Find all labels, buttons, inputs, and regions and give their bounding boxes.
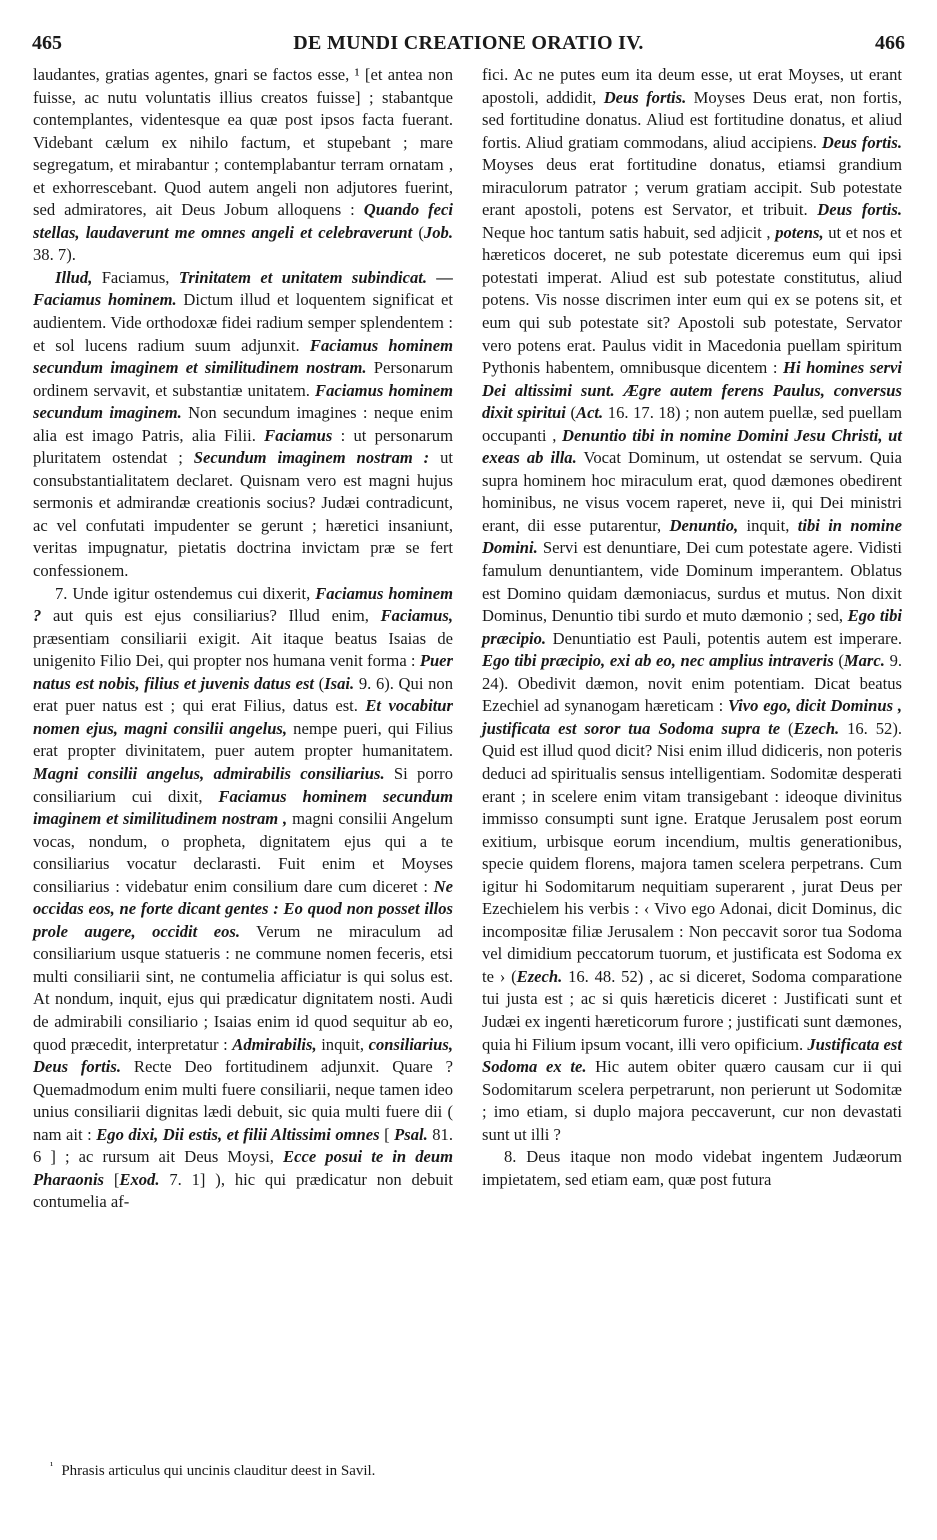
italic-run: Faciamus hominem ? bbox=[33, 583, 453, 626]
text-run: 7. Unde igitur ostendemus cui dixerit, bbox=[55, 583, 316, 603]
italic-run: Faciamus hominem secundum imaginem et similitudinem nostram. bbox=[33, 335, 453, 378]
italic-run: Faciamus bbox=[264, 425, 333, 445]
text-run: Moyses Deus erat, non fortis, sed fortitudine donatus. Aliud est fortitudine donatus, et aliud fortis. Aliud gratiam commodans, aliud accipiens. bbox=[482, 87, 902, 152]
text-run: ( bbox=[565, 403, 576, 423]
text-run: ( bbox=[412, 222, 424, 242]
italic-run: Marc. bbox=[843, 651, 885, 671]
italic-run: Secundum imaginem nostram : bbox=[193, 448, 430, 468]
italic-run: consiliarius, Deus fortis. bbox=[33, 1034, 454, 1077]
italic-run: Faciamus hominem secundum imaginem. bbox=[33, 380, 453, 423]
text-run: Personarum ordinem servavit, et substantiæ unitatem. bbox=[33, 358, 453, 400]
text-run: Hic autem obiter quæro causam cur ii qui Sodomitarum scelera perpetrarunt, non perierunt ut Sodomitæ ; imo etiam, si duplo majora peccaverunt, cur non devastati sunt ut illi ? bbox=[482, 1057, 903, 1144]
italic-run: Ego dixi, Dii estis, et filii Altissimi omnes bbox=[96, 1124, 380, 1144]
italic-run: Denuntio, bbox=[669, 515, 739, 535]
text-run: magni consilii Angelum vocas, nondum, o propheta, dignitatem ejus qui a te consiliarius vocatur declarasti. Fuit enim et Moyses consiliarius : videbatur enim consilium dare cum diceret : bbox=[33, 809, 454, 896]
footnote-divider bbox=[33, 1416, 453, 1417]
text-run: Denuntiatio est Pauli, potentis autem est imperare. bbox=[546, 628, 902, 648]
paragraph bbox=[482, 1146, 902, 1191]
footnote bbox=[50, 1457, 450, 1481]
italic-run: Faciamus hominem secundum imaginem et similitudinem nostram , bbox=[33, 786, 453, 829]
text-run: ut et nos et hæreticos doceret, ne sub potestate diceremus eum qui ipsi potestati imperat. Aliud est sub potestate constitutus, aliud potens. Vis nosse discrimen inter eum qui ex se potens sit, et eum qui sub potestate sit? Apostoli sub potestate, Servator vero potens erat. Paulus vidit in Macedonia puellam spiritum Pythonis habentem, omnibusque dicentem : bbox=[482, 222, 902, 378]
italic-run: Deus fortis. bbox=[603, 87, 687, 107]
text-run: 9. 24). Obedivit dæmon, novit enim potentiam. Dicat beatus Ezechiel ad synanogam hæreticam : bbox=[482, 651, 903, 716]
italic-run: Denuntio tibi in nomine Domini Jesu Christi, ut exeas ab illa. bbox=[482, 425, 902, 468]
paragraph bbox=[33, 583, 453, 1214]
italic-run: tibi in nomine Domini. bbox=[482, 515, 903, 558]
running-title: DE MUNDI CREATIONE ORATIO IV. bbox=[293, 32, 644, 54]
text-run: 8. Deus itaque non modo videbat ingentem Judæorum impietatem, sed etiam eam, quæ post futura bbox=[482, 1147, 902, 1189]
italic-run: Quando feci stellas, laudaverunt me omnes angeli et celebraverunt bbox=[33, 200, 453, 242]
text-run: ( bbox=[314, 673, 325, 693]
italic-run: potens, bbox=[775, 222, 824, 242]
italic-run: Ego tibi præcipio, exi ab eo, nec amplius intraveris bbox=[482, 651, 834, 671]
italic-run: Isai. bbox=[324, 673, 355, 693]
text-run: inquit, bbox=[738, 515, 798, 535]
italic-run: Puer natus est nobis, filius et juvenis datus est bbox=[33, 651, 453, 693]
right-column bbox=[482, 64, 902, 1191]
italic-run: Ecce posui te in deum Pharaonis bbox=[33, 1147, 453, 1189]
footnote-mark: ¹ bbox=[50, 1460, 54, 1472]
page-header bbox=[30, 32, 907, 60]
text-run: aut quis est ejus consiliarius? Illud enim, bbox=[41, 606, 381, 626]
text-run: 16. 48. 52) , ac si diceret, Sodoma comparatione tui justa est ; ac si quis hæreticis diceret : Justificati sunt et Judæi ex ingenti hæreticorum furore ; justificati sunt dæmones, quia hi Filium ipsum vocant, illi vero opificium. bbox=[482, 966, 903, 1054]
text-run: nempe pueri, qui Filius erat propter divinitatem, puer autem propter humanitatem. bbox=[33, 718, 453, 761]
italic-run: Ezech. bbox=[516, 966, 563, 986]
text-run: fici. Ac ne putes eum ita deum esse, ut erat Moyses, ut erant apostoli, addidit, bbox=[482, 65, 902, 107]
text-run: 16. 52). Quid est illud quod dicit? Nisi enim illud didiceris, non poteris deduci ad spiritualis sensus intelligentiam. Sodomitæ desperati erant ; in scelere enim vitam transigebant : ideoque divinitus immisso consumpti sunt igne. Eratque Jerusalem post eorum exitium, urbisque eorum incendium, multis generationibus, specie quidem florens, majora tamen scelera perpetrans. Cum igitur hi Sodomitarum nequitiam superarent , jurat Deus per Ezechielem his verbis : ‹ Vivo ego Adonai, dicit Dominus, dic incompositæ filiæ Jerusalem : Non peccavit soror tua Sodoma vel dimidium peccatorum tuorum, et justificata est Sodoma ex te › ( bbox=[482, 718, 902, 986]
text-run: Dictum illud et loquentem significat et audientem. Vide orthodoxæ fidei radium semper splendentem : et sol lucens radium suum adjunxit. bbox=[33, 290, 453, 355]
page-number-left: 465 bbox=[32, 32, 62, 54]
italic-run: Justificata est Sodoma ex te. bbox=[482, 1034, 902, 1077]
italic-run: Vivo ego, dicit Dominus , justificata est soror tua Sodoma supra te bbox=[482, 696, 902, 738]
text-run: [ bbox=[104, 1169, 120, 1189]
text-run: Moyses deus erat fortitudine donatus, etiamsi grandium miraculorum patrator ; verum gratiam accipit. Sub potestate erant apostoli, potens est Servator, et tribuit. bbox=[482, 155, 902, 220]
text-run: 38. 7). bbox=[33, 245, 76, 265]
text-run: 81. 6 ] ; ac rursum ait Deus Moysi, bbox=[33, 1124, 453, 1167]
text-run: Si porro consiliarium cui dixit, bbox=[33, 763, 453, 806]
footnote-text: Phrasis articulus qui uncinis clauditur deest in Savil. bbox=[61, 1463, 376, 1479]
text-run: : ut personarum pluritatem ostendat ; bbox=[33, 425, 453, 468]
text-run: Servi est denuntiare, Dei cum potestate agere. Vidisti famulum denuntiantem, vide Dominum imperantem. Oblatus est Domino quidam dæmoniacus, surdus et mutus. Non dixit Dominus, Denuntio tibi surdo et muto dæmonio ; sed, bbox=[482, 538, 902, 626]
italic-run: Et vocabitur nomen ejus, magni consilii angelus, bbox=[33, 696, 453, 738]
italic-run: Ego tibi præcipio. bbox=[482, 606, 902, 648]
italic-run: Ne occidas eos, ne forte dicant gentes : Eo quod non posset illos prole augere, occidit eos. bbox=[33, 876, 453, 941]
italic-run: Job. bbox=[423, 222, 453, 242]
paragraph bbox=[33, 267, 453, 583]
italic-run: Deus fortis. bbox=[821, 132, 902, 152]
page-number-right: 466 bbox=[875, 32, 905, 54]
left-column bbox=[33, 64, 453, 1214]
text-run: inquit, bbox=[316, 1034, 369, 1054]
text-run: 9. 6). Qui non erat puer natus est ; qui erat Filius, datus est. bbox=[33, 673, 453, 716]
text-run: præsentiam consiliarii exigit. Ait itaque beatus Isaias de unigenito Filio Dei, qui propter nos humana venit forma : bbox=[33, 628, 453, 671]
text-run: Neque hoc tantum satis habuit, sed adjicit , bbox=[482, 222, 776, 242]
paragraph bbox=[33, 64, 453, 267]
italic-run: Admirabilis, bbox=[232, 1034, 317, 1054]
text-run: [ bbox=[379, 1124, 395, 1144]
text-run: Faciamus, bbox=[92, 267, 179, 287]
text-run: Non secundum imagines : neque enim alia est imago Patris, alia Filii. bbox=[33, 403, 453, 445]
italic-run: Trinitatem et unitatem subindicat. — Faciamus hominem. bbox=[33, 267, 454, 310]
paragraph bbox=[482, 64, 902, 1146]
italic-run: Ezech. bbox=[793, 718, 840, 738]
text-run: ut consubstantialitatem declaret. Quisnam vero est magni hujus sermonis et admirandæ creationis socius? Judæi contradicunt, ac vel confutati impudenter se gerunt ; hæretici insaniunt, veritas impugnatur, pietatis doctrina invictam præ se fert confessionem. bbox=[33, 448, 453, 581]
italic-run: Exod. bbox=[119, 1169, 160, 1189]
text-run: Recte Deo fortitudinem adjunxit. Quare ? Quemadmodum enim multi fuere consiliarii, neque tamen ideo unius consiliarii dignitas lædi debuit, sic quia multi fuere dii ( nam ait : bbox=[33, 1057, 453, 1144]
italic-run: Act. bbox=[576, 403, 604, 423]
text-run: 16. 17. 18) ; non autem puellæ, sed puellam occupanti , bbox=[482, 403, 902, 445]
text-run: ( bbox=[833, 651, 844, 671]
italic-run: Faciamus, bbox=[380, 606, 453, 626]
text-run: Verum ne miraculum ad consiliarium usque statueris : ne commune nomen feceris, etsi multi consiliarii sint, ne contumelia afficiatur is qui solus est. At nondum, inquit, ejus qui prædicatur dignitatem nosti. Audi de admirabili consiliario ; Isaias enim id quod sequitur ab eo, quod præcedit, interpretatur : bbox=[33, 921, 453, 1054]
italic-run: Magni consilii angelus, admirabilis consiliarius. bbox=[33, 763, 385, 783]
italic-run: Psal. bbox=[394, 1124, 428, 1144]
italic-run: Illud, bbox=[55, 267, 93, 287]
text-run: Vocat Dominum, ut ostendat se servum. Quia supra hominem hoc miraculum erat, quod dæmones obedirent hominibus, ne visus vocem raperet, neve ii, qui Dei ministri erant, dii esse putarentur, bbox=[482, 448, 902, 535]
italic-run: Deus fortis. bbox=[817, 200, 902, 220]
text-run: 7. 1] ), hic qui prædicatur non debuit contumelia af- bbox=[33, 1169, 453, 1212]
italic-run: Hi homines servi Dei altissimi sunt. Ægre autem ferens Paulus, conversus dixit spiritui bbox=[482, 358, 902, 423]
text-run: ( bbox=[780, 718, 794, 738]
text-run: laudantes, gratias agentes, gnari se factos esse, ¹ [et antea non fuisse, ac nutu voluntatis illius creatos fuisse] ; stabantque contemplantes, videntesque ea quæ post ipsos facta fuerant. Videbant cælum ex nihilo factum, et stupebant ; mare segregatum, et mirabantur ; contemplabantur terram ornatam , et exhorrescebant. Quod autem angeli non adjutores fuerint, sed admiratores, ait Deus Jobum alloquens : bbox=[33, 65, 453, 220]
